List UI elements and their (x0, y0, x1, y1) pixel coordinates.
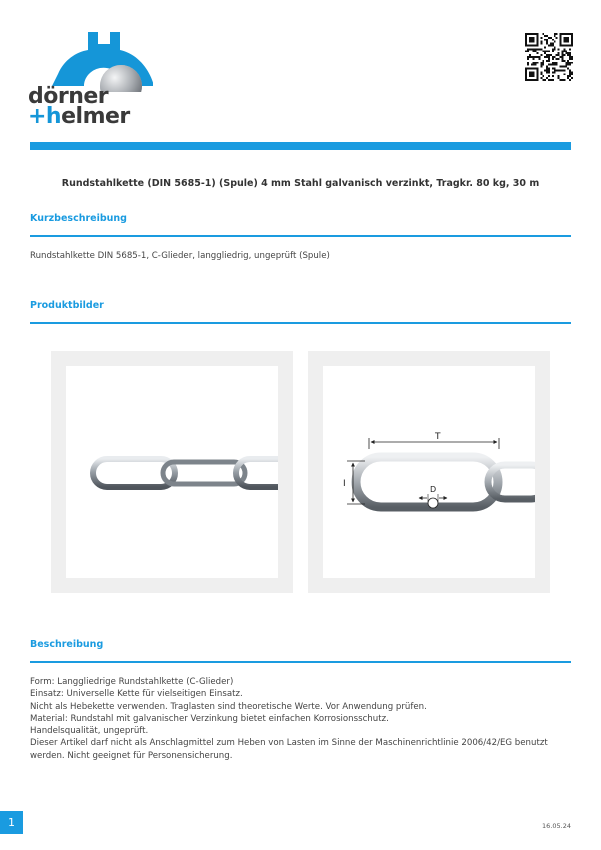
section-divider (30, 235, 571, 237)
product-image-card-drawing[interactable] (308, 351, 550, 593)
header-accent-bar (30, 142, 571, 150)
dimension-label-i: I (343, 479, 346, 489)
logo-word-helmer: +helmer (28, 104, 130, 129)
page-number: 1 (0, 811, 23, 834)
section-divider (30, 322, 571, 324)
qr-code-icon (525, 33, 573, 81)
description-line: Form: Langgliedrige Rundstahlkette (C-Glieder) (30, 677, 234, 687)
logo-emblem-icon (28, 30, 153, 92)
company-logo (28, 30, 153, 129)
description-line: Nicht als Hebekette verwenden. Traglasten sind theoretische Werte. Vor Anwendung prüfen. (30, 701, 427, 712)
description-line: Einsatz: Universelle Kette für vielseitigen Einsatz. (30, 689, 243, 700)
section-heading-product-images: Produktbilder (30, 300, 104, 311)
dimension-label-t: T (435, 432, 441, 442)
description-text-block (30, 676, 571, 762)
short-description-text: Rundstahlkette DIN 5685-1, C-Glieder, langgliedrig, ungeprüft (Spule) (30, 251, 330, 261)
product-image-card-photo[interactable] (51, 351, 293, 593)
description-line: werden. Nicht geeignet für Personensicherung. (30, 750, 233, 761)
section-divider (30, 661, 571, 663)
product-image-drawing (323, 366, 535, 578)
description-line: Handelsqualität, ungeprüft. (30, 726, 149, 737)
product-image-photo (66, 366, 278, 578)
description-line: Material: Rundstahl mit galvanischer Verzinkung bietet einfachen Korrosionsschutz. (30, 713, 389, 724)
logo-word-dorner: dörner (28, 84, 109, 109)
section-heading-description: Beschreibung (30, 639, 104, 650)
chain-dimension-drawing-icon (323, 366, 535, 578)
print-date: 16.05.24 (542, 822, 571, 830)
chain-photo-icon (66, 366, 278, 578)
product-title: Rundstahlkette (DIN 5685-1) (Spule) 4 mm Stahl galvanisch verzinkt, Tragkr. 80 kg, 30 m (61, 178, 540, 189)
description-line: Dieser Artikel darf nicht als Anschlagmittel zum Heben von Lasten im Sinne der Maschinenrichtlinie 2006/42/EG benutzt (30, 738, 548, 749)
dimension-label-d: D (430, 485, 437, 494)
section-heading-short-description: Kurzbeschreibung (30, 213, 127, 224)
logo-wordmark (28, 84, 158, 129)
